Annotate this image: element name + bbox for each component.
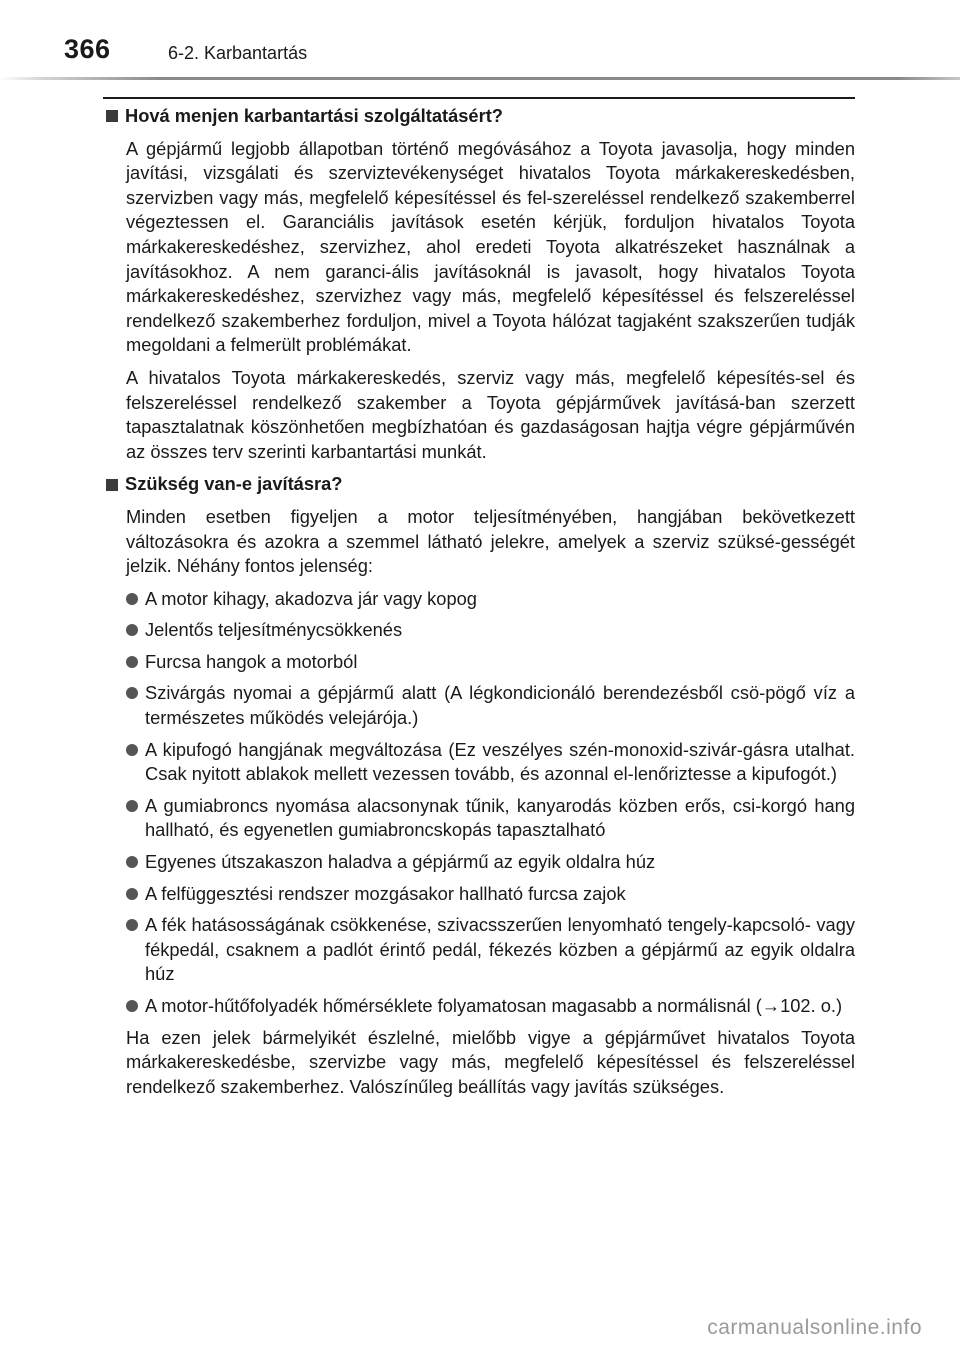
list-item <box>126 994 855 1019</box>
circle-bullet-icon <box>126 624 138 636</box>
page-number: 366 <box>64 34 111 64</box>
paragraph: A gépjármű legjobb állapotban történő megóvásához a Toyota javasolja, hogy minden javítási, vizsgálati és szerviztevékenységet hivatalos Toyota márkakereskedésben, szervizben vagy más, megfelelő képesítéssel és fel-szereléssel rendelkező szakemberrel végeztessen el. Garanciális javítások esetén kérjük, forduljon hivatalos Toyota márkakereskedéshez, szervizhez, ahol eredeti Toyota alkatrészeket használnak a javításokhoz. A nem garanci-ális javításoknál is javasolt, hogy hivatalos Toyota márkakereskedéshez, szervizhez vagy más, megfelelő képesítéssel és felszereléssel rendelkező szakemberhez forduljon, mivel a Toyota hálózat tagjaként szakszerűen tudják megoldani a felmerült problémákat. <box>126 137 855 356</box>
list-item <box>126 650 855 675</box>
list-item-text: Egyenes útszakaszon haladva a gépjármű az egyik oldalra húz <box>145 851 656 873</box>
list-item-text: A gumiabroncs nyomása alacsonynak tűnik, kanyarodás közben erős, csi-korgó hang hallható, és egyenetlen gumiabroncskopás tapasztalható <box>145 794 855 841</box>
paragraph: Minden esetben figyeljen a motor teljesítményében, hangjában bekövetkezett változásokra és azokra a szemmel látható jelekre, amelyek a szerviz szüksé-gességét jelzik. Néhány fontos jelenség: <box>126 505 855 577</box>
paragraph: Ha ezen jelek bármelyikét észlelné, mielőbb vigye a gépjárművet hivatalos Toyota márkakereskedésbe, szervizbe vagy más, megfelelő képesítéssel és felszereléssel rendelkező szakemberhez. Valószínűleg beállítás vagy javítás szükséges. <box>126 1026 855 1097</box>
list-item-text: Furcsa hangok a motorból <box>145 650 358 672</box>
circle-bullet-icon <box>126 656 138 668</box>
list-item <box>126 681 855 730</box>
list-item <box>126 850 855 875</box>
list-item <box>126 587 855 612</box>
list-item <box>126 618 855 643</box>
watermark: carmanualsonline.info <box>707 1316 922 1339</box>
paragraph: A hivatalos Toyota márkakereskedés, szerviz vagy más, megfelelő képesítés-sel és felszereléssel rendelkező szakember a Toyota gépjárművek javításá-ban szerzett tapasztalatnak köszönhetően megbízhatóan és gazdaságosan hajtja végre gépjárművén az összes terv szerinti karbantartási munkát. <box>126 366 855 462</box>
square-bullet-icon <box>106 110 118 122</box>
list-item-text: A felfüggesztési rendszer mozgásakor hallható furcsa zajok <box>145 882 626 904</box>
section-heading-text: Hová menjen karbantartási szolgáltatásért? <box>125 105 503 126</box>
content-top-rule <box>103 97 855 99</box>
circle-bullet-icon <box>126 856 138 868</box>
list-item-text: A motor-hűtőfolyadék hőmérséklete folyamatosan magasabb a normálisnál (→102. o.) <box>145 995 843 1016</box>
section-heading-text: Szükség van-e javításra? <box>125 473 343 495</box>
list-item <box>126 913 855 987</box>
list-item-text: A fék hatásosságának csökkenése, szivacsszerűen lenyomható tengely-kapcsoló- vagy fékpedál, csaknem a padlót érintő pedál, fékezés közben a gépjármű az egyik oldalra húz <box>145 914 855 985</box>
list-item <box>126 738 855 787</box>
circle-bullet-icon <box>126 919 138 931</box>
circle-bullet-icon <box>126 800 138 812</box>
list-item <box>126 882 855 907</box>
list-item-text: Szivárgás nyomai a gépjármű alatt (A légkondicionáló berendezésből csö-pögő víz a természetes működés velejárója.) <box>145 682 855 729</box>
square-bullet-icon <box>106 479 118 491</box>
circle-bullet-icon <box>126 888 138 900</box>
list-item-text: A kipufogó hangjának megváltozása (Ez veszélyes szén-monoxid-szivár-gásra utalhat. Csak nyitott ablakok mellett vezessen tovább, és azonnal el-lenőriztesse a kipufogót.) <box>145 738 855 785</box>
circle-bullet-icon <box>126 744 138 756</box>
list-item-text: A motor kihagy, akadozva jár vagy kopog <box>145 587 477 609</box>
circle-bullet-icon <box>126 593 138 605</box>
list-item-text: Jelentős teljesítménycsökkenés <box>145 619 403 641</box>
list-item <box>126 794 855 843</box>
section-heading <box>106 104 855 129</box>
circle-bullet-icon <box>126 1000 138 1012</box>
header-rule <box>0 77 960 80</box>
page-content <box>106 104 855 1107</box>
circle-bullet-icon <box>126 687 138 699</box>
section-heading <box>106 472 855 497</box>
section-title: 6-2. Karbantartás <box>168 43 308 63</box>
